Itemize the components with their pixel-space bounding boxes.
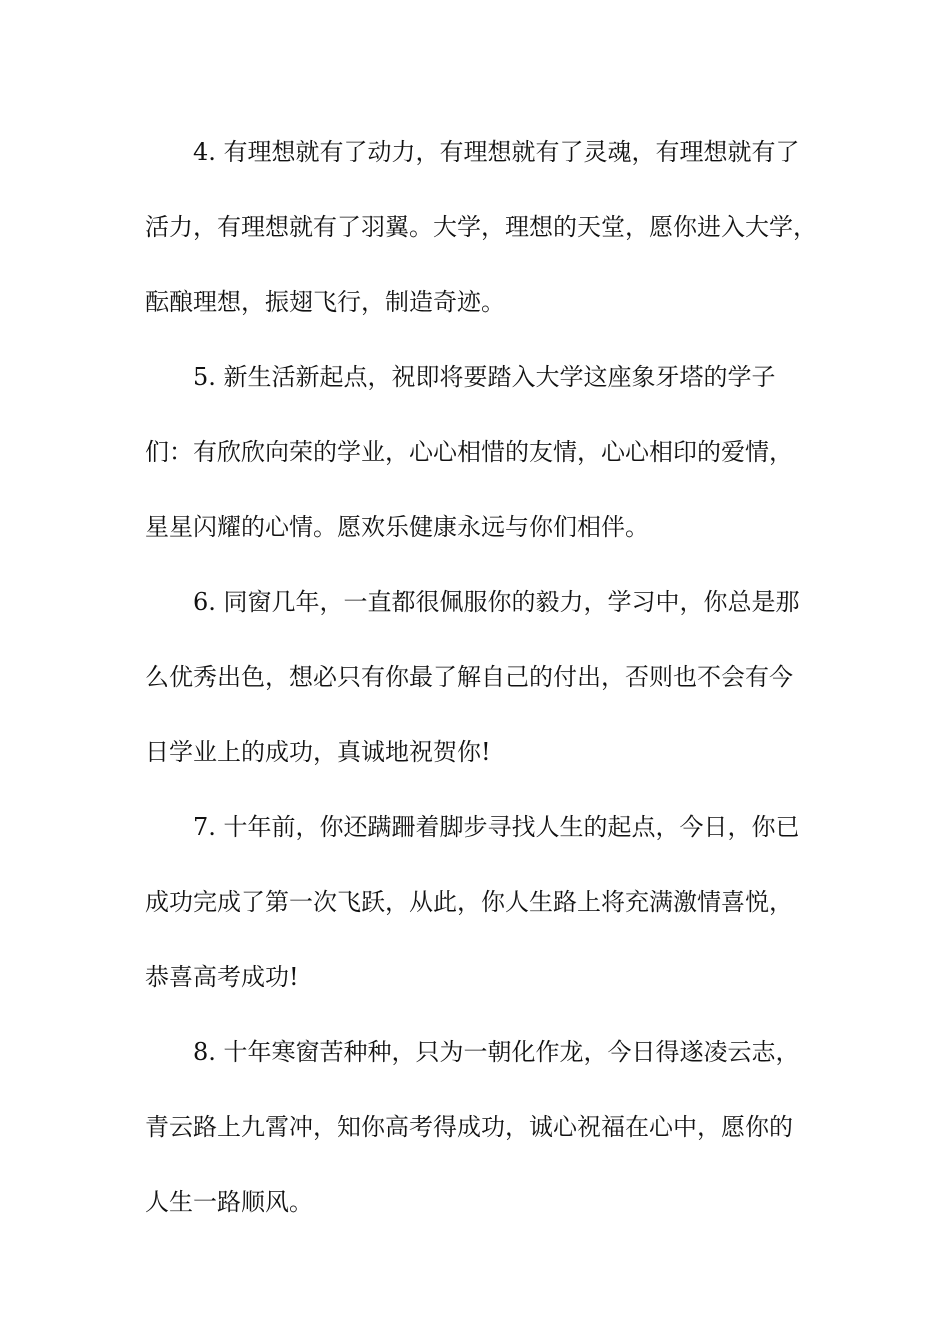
- paragraph-4-line-1: 4. 有理想就有了动力，有理想就有了灵魂，有理想就有了: [193, 138, 800, 166]
- paragraph-6-line-3: 日学业上的成功，真诚地祝贺你!: [145, 738, 491, 766]
- paragraph-8-line-1: 8. 十年寒窗苦种种，只为一朝化作龙，今日得遂凌云志，: [193, 1038, 800, 1066]
- paragraph-7-line-1: 7. 十年前，你还蹒跚着脚步寻找人生的起点，今日，你已: [193, 813, 800, 841]
- paragraph-5-line-1: 5. 新生活新起点，祝即将要踏入大学这座象牙塔的学子: [193, 363, 776, 391]
- paragraph-5-line-2: 们：有欣欣向荣的学业，心心相惜的友情，心心相印的爱情，: [145, 438, 793, 466]
- paragraph-8-line-3: 人生一路顺风。: [145, 1188, 313, 1216]
- paragraph-8-line-2: 青云路上九霄冲，知你高考得成功，诚心祝福在心中，愿你的: [145, 1113, 793, 1141]
- paragraph-5-line-3: 星星闪耀的心情。愿欢乐健康永远与你们相伴。: [145, 513, 649, 541]
- paragraph-4-line-3: 酝酿理想，振翅飞行，制造奇迹。: [145, 288, 505, 316]
- paragraph-4-line-2: 活力，有理想就有了羽翼。大学，理想的天堂，愿你进入大学，: [145, 213, 817, 241]
- paragraph-7-line-2: 成功完成了第一次飞跃，从此，你人生路上将充满激情喜悦，: [145, 888, 793, 916]
- paragraph-6-line-1: 6. 同窗几年，一直都很佩服你的毅力，学习中，你总是那: [193, 588, 800, 616]
- paragraph-6-line-2: 么优秀出色，想必只有你最了解自己的付出，否则也不会有今: [145, 663, 793, 691]
- paragraph-7-line-3: 恭喜高考成功!: [145, 963, 299, 991]
